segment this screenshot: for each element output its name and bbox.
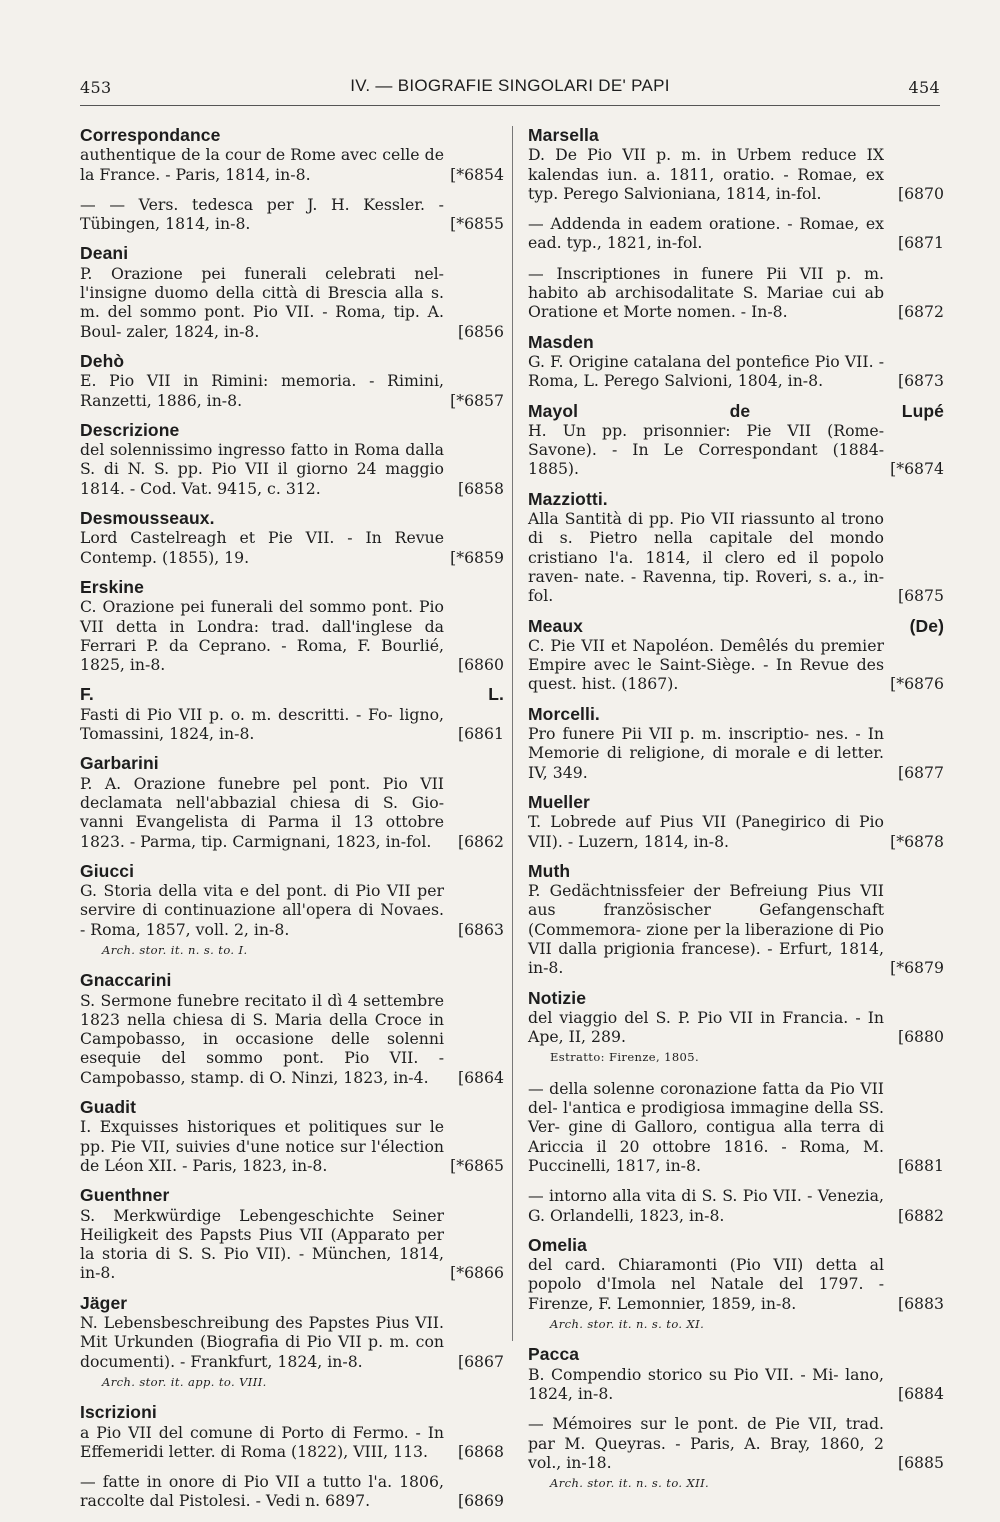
entry-body: — Mémoires sur le pont. de Pie VII, trad. par M. Queyras. - Paris, A. Bray, 1860, 2 vol., in-18.: [528, 1414, 884, 1472]
bibliography-entry: [528, 402, 944, 479]
entry-text: [80, 1294, 504, 1371]
bibliography-entry: [80, 971, 504, 1087]
bibliography-entry: [528, 617, 944, 694]
entry-text: [528, 705, 944, 782]
entry-number: [6870: [894, 184, 944, 203]
bibliography-entry: [80, 352, 504, 410]
bibliography-entry: [80, 1294, 504, 1392]
entry-text: [528, 793, 944, 851]
entry-heading: Erskine: [80, 576, 144, 597]
entry-body: G. F. Origine catalana del pontefice Pio VII. - Roma, L. Perego Salvioni, 1804, in-8.: [528, 351, 884, 391]
entry-text: [80, 126, 504, 184]
entry-text: [528, 989, 944, 1047]
entry-note: Arch. stor. it. n. s. to. I.: [102, 942, 248, 957]
entry-heading: Giucci: [80, 860, 135, 881]
entry-text: [528, 264, 944, 322]
bibliography-entry: [80, 578, 504, 674]
entry-body: Fasti di Pio VII p. o. m. descritti. - Fo- ligno, Tomassini, 1824, in-8.: [80, 704, 444, 744]
entry-text: [528, 490, 944, 606]
bibliography-entry: [528, 1236, 944, 1334]
entry-number: [6864: [454, 1068, 504, 1087]
left-column: [80, 126, 504, 1522]
entry-text: [80, 1186, 504, 1282]
entry-heading: Garbarini: [80, 753, 159, 774]
entry-text: [528, 214, 944, 253]
entry-text: [80, 685, 504, 743]
bibliography-entry: [80, 244, 504, 340]
bibliography-entry: [80, 685, 504, 743]
entry-body: a Pio VII del comune di Porto di Fermo. - In Effemeridi letter. di Roma (1822), VIII, 113.: [80, 1422, 444, 1461]
entry-heading: Meaux (De): [528, 615, 944, 636]
entry-heading: Dehò: [80, 350, 125, 371]
bibliography-entry: [80, 754, 504, 850]
entry-number: [6862: [454, 832, 504, 851]
entry-number: [*6859: [446, 548, 504, 567]
entry-heading: Deani: [80, 243, 129, 264]
entry-number: [6858: [454, 479, 504, 498]
bibliography-entry: [528, 214, 944, 253]
entry-text: [80, 244, 504, 340]
entry-text: [528, 862, 944, 978]
entry-body: E. Pio VII in Rimini: memoria. - Rimini, Ranzetti, 1886, in-8.: [80, 371, 444, 410]
entry-text: [80, 195, 504, 234]
entry-number: [6867: [454, 1352, 504, 1371]
entry-number: [6871: [894, 233, 944, 252]
entry-number: [6883: [894, 1294, 944, 1313]
entry-body: P. Orazione pei funerali celebrati nel- l'insigne duomo della città di Brescia alla s. m. del sommo pont. Pio VII. - Roma, tip. A. Boul- zaler, 1824, in-8.: [80, 263, 444, 341]
entry-text: [528, 617, 944, 694]
entry-body: H. Un pp. prisonnier: Pie VII (Rome-Savone). - In Le Correspondant (1884- 1885).: [528, 420, 884, 479]
bibliography-entry: [528, 862, 944, 978]
entry-body: N. Lebensbeschreibung des Papstes Pius VII. Mit Urkunden (Biografia di Pio VII p. m. con documenti). - Frankfurt, 1824, in-8.: [80, 1313, 444, 1371]
entry-number: [*6865: [446, 1156, 504, 1175]
entry-heading: Desmousseaux.: [80, 508, 215, 529]
entry-heading: Guadit: [80, 1097, 137, 1118]
entry-body: P. Gedächtnissfeier der Befreiung Pius VII aus französischer Gefangenschaft (Commemora- zione per la liberazione di Pio VII dalla prigionia francese). - Erfurt, 1814, in-8.: [528, 881, 884, 978]
bibliography-entry: [528, 1079, 944, 1175]
entry-body: C. Orazione pei funerali del sommo pont. Pio VII detta in Londra: trad. dall'inglese da Ferrari P. da Ceprano. - Roma, F. Bourlié, 1825, in-8.: [80, 597, 444, 675]
entry-text: [80, 754, 504, 850]
entry-number: [6873: [894, 371, 944, 390]
entry-body: — della solenne coronazione fatta da Pio VII del- l'antica e prodigiosa immagine della SS. Ver- gine di Galloro, contigua alla terra di Ariccia il 20 ottobre 1816. - Roma, M. Puccinelli, 1817, in-8.: [528, 1078, 884, 1175]
entry-body: del solennissimo ingresso fatto in Roma dalla S. di N. S. pp. Pio VII il giorno 24 maggio 1814. - Cod. Vat. 9415, c. 312.: [80, 440, 444, 498]
bibliography-entry: [80, 862, 504, 960]
bibliography-entry: [80, 195, 504, 234]
entry-body: — — Vers. tedesca per J. H. Kessler. - Tübingen, 1814, in-8.: [80, 194, 444, 234]
entry-heading: Jäger: [80, 1292, 128, 1313]
page-number-left: 453: [80, 78, 112, 97]
entry-note: Arch. stor. it. app. to. VIII.: [102, 1374, 267, 1389]
header-rule: [80, 105, 940, 106]
bibliography-entry: [80, 1403, 504, 1461]
column-divider: [512, 126, 513, 1341]
entry-heading: Morcelli.: [528, 703, 600, 724]
entry-number: [6885: [894, 1453, 944, 1472]
entry-heading: Marsella: [528, 125, 599, 145]
entry-number: [6868: [454, 1442, 504, 1461]
entry-number: [*6878: [886, 832, 944, 851]
entry-heading: Gnaccarini: [80, 970, 172, 991]
entry-heading: Descrizione: [80, 419, 180, 440]
entry-number: [6856: [454, 322, 504, 341]
entry-body: S. Merkwürdige Lebengeschichte Seiner Heiligkeit des Papsts Pius VII (Apparato per la storia di S. S. Pio VII). - München, 1814, in-8.: [80, 1205, 444, 1283]
entry-body: del viaggio del S. P. Pio VII in Francia. - In Ape, II, 289.: [528, 1007, 884, 1047]
entry-heading: Notizie: [528, 987, 587, 1008]
entry-body: — intorno alla vita di S. S. Pio VII. - Venezia, G. Orlandelli, 1823, in-8.: [528, 1186, 884, 1225]
entry-text: [80, 1472, 504, 1511]
entry-heading: Correspondance: [80, 125, 221, 145]
entry-body: Lord Castelreagh et Pie VII. - In Revue Contemp. (1855), 19.: [80, 528, 444, 567]
entry-number: [*6879: [886, 958, 944, 977]
entry-text: [528, 1345, 944, 1403]
entry-number: [6884: [894, 1384, 944, 1403]
entry-heading: Mayol de Lupé: [528, 400, 944, 421]
entry-text: [80, 509, 504, 567]
page-header: [80, 76, 940, 102]
bibliography-entry: [528, 126, 944, 203]
entry-heading: F. L.: [80, 684, 504, 705]
entry-number: [6863: [454, 920, 504, 939]
right-column: [528, 126, 944, 1504]
entry-text: [80, 1403, 504, 1461]
entry-number: [*6857: [446, 391, 504, 410]
entry-note: Arch. stor. it. n. s. to. XII.: [550, 1476, 710, 1491]
bibliography-entry: [80, 1186, 504, 1282]
entry-text: [528, 1414, 944, 1472]
entry-number: [6860: [454, 655, 504, 674]
entry-text: [528, 126, 944, 203]
bibliography-entry: [80, 126, 504, 184]
entry-body: — Inscriptiones in funere Pii VII p. m. habito ab archisodalitate S. Mariae cui ab Oratione et Morte nomen. - In-8.: [528, 263, 884, 322]
entry-number: [6872: [894, 302, 944, 321]
entry-body: T. Lobrede auf Pius VII (Panegirico di Pio VII). - Luzern, 1814, in-8.: [528, 812, 884, 851]
entry-number: [*6855: [446, 214, 504, 233]
entry-number: [*6866: [446, 1263, 504, 1282]
bibliography-entry: [528, 333, 944, 391]
entry-body: — fatte in onore di Pio VII a tutto l'a. 1806, raccolte dal Pistolesi. - Vedi n. 6897.: [80, 1472, 444, 1511]
bibliography-entry: [80, 1472, 504, 1511]
entry-body: S. Sermone funebre recitato il dì 4 settembre 1823 nella chiesa di S. Maria della Croce in Campobasso, in occasione delle solenni esequie del sommo pont. Pio VII. - Campobasso, stamp. di O. Ninzi, 1823, in-4.: [80, 990, 444, 1087]
bibliography-entry: [80, 509, 504, 567]
bibliography-entry: [80, 421, 504, 498]
bibliography-entry: [528, 490, 944, 606]
bibliography-entry: [80, 1098, 504, 1175]
entry-text: [80, 971, 504, 1087]
entry-number: [6880: [894, 1027, 944, 1046]
entry-body: I. Exquisses historiques et politiques sur le pp. Pie VII, suivies d'une notice sur l'élection de Léon XII. - Paris, 1823, in-8.: [80, 1117, 444, 1175]
entry-number: [6875: [894, 586, 944, 605]
bibliography-entry: [528, 793, 944, 851]
entry-heading: Pacca: [528, 1344, 580, 1365]
entry-body: del card. Chiaramonti (Pio VII) detta al popolo d'Imola nel Natale del 1797. - Firenze, F. Lemonnier, 1859, in-8.: [528, 1255, 884, 1313]
entry-number: [6882: [894, 1206, 944, 1225]
bibliography-entry: [528, 989, 944, 1068]
entry-body: Alla Santità di pp. Pio VII riassunto al trono di s. Pietro nella capitale del mondo cristiano l'a. 1814, il clero ed il popolo raven- nate. - Ravenna, tip. Roveri, s. a., in-fol.: [528, 509, 884, 606]
entry-note: Estratto: Firenze, 1805.: [550, 1050, 700, 1065]
entry-heading: Guenthner: [80, 1185, 170, 1206]
entry-text: [80, 421, 504, 498]
entry-text: [528, 1236, 944, 1313]
entry-body: D. De Pio VII p. m. in Urbem reduce IX kalendas iun. a. 1811, oratio. - Romae, ex typ. Perego Salvioniana, 1814, in-fol.: [528, 145, 884, 203]
entry-body: G. Storia della vita e del pont. di Pio VII per servire di continuazione all'opera di Novaes. - Roma, 1857, voll. 2, in-8.: [80, 881, 444, 939]
entry-body: P. A. Orazione funebre pel pont. Pio VII declamata nell'abbazial chiesa di S. Gio- vanni Evangelista di Parma il 13 ottobre 1823. - Parma, tip. Carmignani, 1823, in-fol.: [80, 773, 444, 851]
entry-body: Pro funere Pii VII p. m. inscriptio- nes. - In Memorie di religione, di morale e di letter. IV, 349.: [528, 724, 884, 782]
entry-number: [6861: [454, 724, 504, 743]
entry-text: [80, 862, 504, 939]
bibliography-entry: [528, 264, 944, 322]
entry-heading: Iscrizioni: [80, 1402, 157, 1423]
entry-body: B. Compendio storico su Pio VII. - Mi- lano, 1824, in-8.: [528, 1364, 884, 1403]
entry-heading: Muth: [528, 860, 571, 881]
entry-text: [528, 402, 944, 479]
entry-number: [6877: [894, 763, 944, 782]
entry-number: [6869: [454, 1491, 504, 1510]
bibliography-entry: [528, 705, 944, 782]
bibliography-entry: [528, 1345, 944, 1403]
entry-number: [*6876: [886, 674, 944, 693]
entry-heading: Masden: [528, 331, 594, 352]
entry-text: [80, 352, 504, 410]
entry-text: [528, 333, 944, 391]
running-title: IV. — BIOGRAFIE SINGOLARI DE' PAPI: [350, 76, 670, 95]
bibliography-entry: [528, 1414, 944, 1493]
entry-body: C. Pie VII et Napoléon. Demêlés du premier Empire avec le Saint-Siège. - In Revue des quest. hist. (1867).: [528, 635, 884, 694]
entry-text: [528, 1079, 944, 1175]
entry-number: [6881: [894, 1156, 944, 1175]
entry-number: [*6874: [886, 459, 944, 478]
entry-number: [*6854: [446, 165, 504, 184]
page-number-right: 454: [908, 78, 940, 97]
entry-text: [80, 578, 504, 674]
entry-heading: Omelia: [528, 1234, 587, 1255]
entry-body: — Addenda in eadem oratione. - Romae, ex ead. typ., 1821, in-fol.: [528, 214, 884, 253]
entry-heading: Mazziotti.: [528, 488, 608, 509]
entry-note: Arch. stor. it. n. s. to. XI.: [550, 1317, 705, 1332]
entry-text: [528, 1186, 944, 1225]
bibliography-entry: [528, 1186, 944, 1225]
entry-heading: Mueller: [528, 791, 590, 812]
entry-body: authentique de la cour de Rome avec celle de la France. - Paris, 1814, in-8.: [80, 145, 444, 184]
entry-text: [80, 1098, 504, 1175]
